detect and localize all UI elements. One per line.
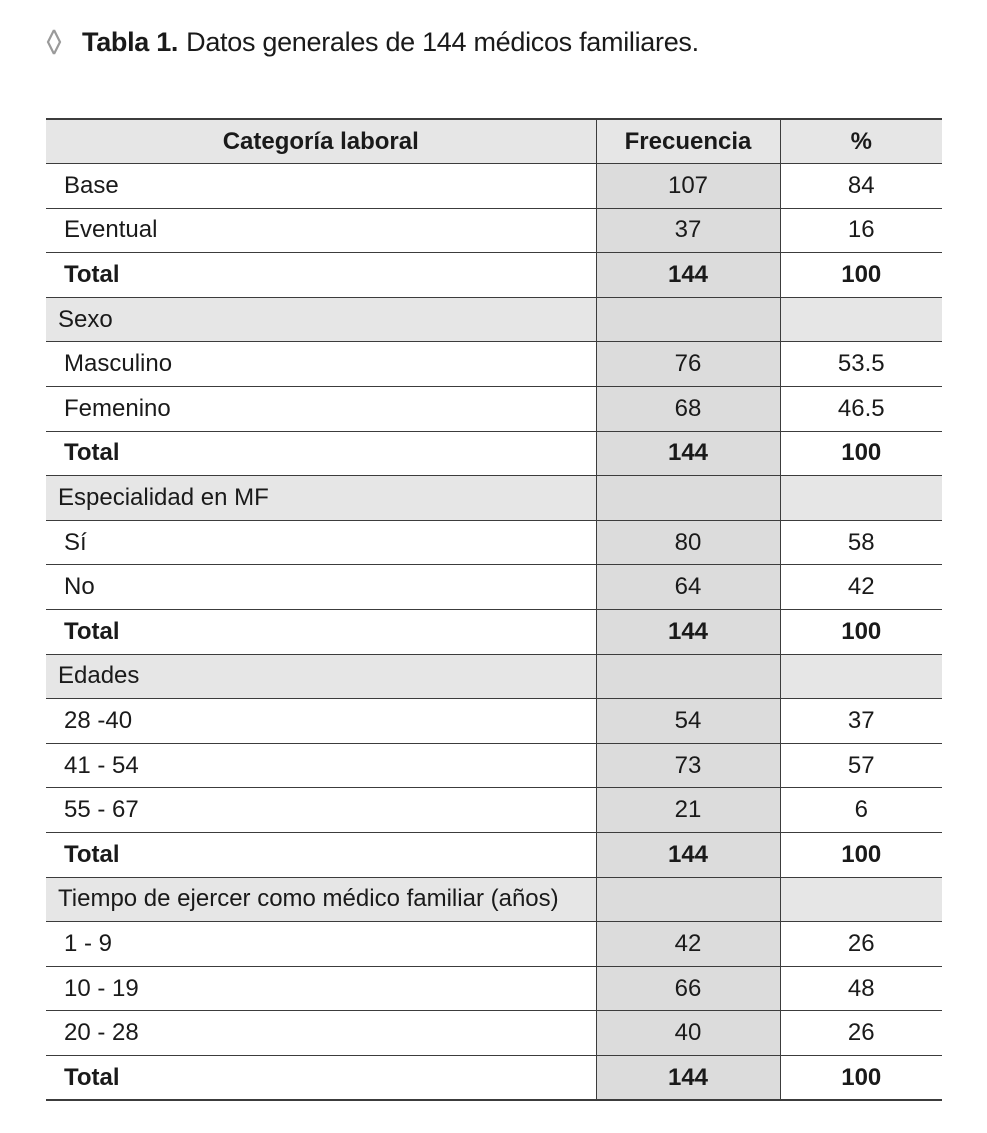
row-frequency: 107 <box>596 164 780 209</box>
row-label: Especialidad en MF <box>46 476 596 521</box>
row-percent: 58 <box>780 520 942 565</box>
row-label: 41 - 54 <box>46 743 596 788</box>
total-row <box>46 253 942 298</box>
row-frequency: 68 <box>596 387 780 432</box>
row-frequency: 144 <box>596 610 780 655</box>
row-percent <box>780 654 942 699</box>
row-label: Total <box>46 1055 596 1100</box>
header-category: Categoría laboral <box>46 119 596 164</box>
row-percent: 100 <box>780 431 942 476</box>
row-frequency: 73 <box>596 743 780 788</box>
row-frequency: 76 <box>596 342 780 387</box>
row-frequency <box>596 297 780 342</box>
row-label: Masculino <box>46 342 596 387</box>
table-row <box>46 1011 942 1056</box>
row-frequency: 54 <box>596 699 780 744</box>
row-frequency: 144 <box>596 431 780 476</box>
row-label: Tiempo de ejercer como médico familiar (años) <box>46 877 596 922</box>
total-row <box>46 833 942 878</box>
diamond-outline-icon <box>46 29 62 55</box>
table-caption <box>46 22 699 62</box>
row-label: Eventual <box>46 208 596 253</box>
row-label: No <box>46 565 596 610</box>
row-percent: 6 <box>780 788 942 833</box>
table-row <box>46 164 942 209</box>
row-percent: 16 <box>780 208 942 253</box>
row-label: Sexo <box>46 297 596 342</box>
row-label: 28 -40 <box>46 699 596 744</box>
total-row <box>46 431 942 476</box>
table-row <box>46 520 942 565</box>
table-caption-label: Tabla 1. <box>82 26 179 57</box>
row-frequency: 144 <box>596 253 780 298</box>
row-percent: 37 <box>780 699 942 744</box>
row-label: 1 - 9 <box>46 922 596 967</box>
row-percent: 48 <box>780 966 942 1011</box>
row-frequency: 37 <box>596 208 780 253</box>
row-frequency: 40 <box>596 1011 780 1056</box>
row-frequency <box>596 877 780 922</box>
row-frequency: 42 <box>596 922 780 967</box>
row-label: Sí <box>46 520 596 565</box>
section-row <box>46 297 942 342</box>
row-label: Femenino <box>46 387 596 432</box>
table-row <box>46 342 942 387</box>
row-percent: 26 <box>780 1011 942 1056</box>
total-row <box>46 610 942 655</box>
row-percent: 26 <box>780 922 942 967</box>
row-frequency: 144 <box>596 1055 780 1100</box>
table-row <box>46 565 942 610</box>
section-row <box>46 654 942 699</box>
row-frequency: 21 <box>596 788 780 833</box>
table-row <box>46 387 942 432</box>
row-frequency: 144 <box>596 833 780 878</box>
row-percent <box>780 877 942 922</box>
row-percent <box>780 297 942 342</box>
row-percent: 46.5 <box>780 387 942 432</box>
header-frequency: Frecuencia <box>596 119 780 164</box>
table-row <box>46 743 942 788</box>
row-percent: 84 <box>780 164 942 209</box>
row-label: Total <box>46 833 596 878</box>
row-frequency: 66 <box>596 966 780 1011</box>
section-row <box>46 476 942 521</box>
row-percent: 100 <box>780 610 942 655</box>
row-label: 10 - 19 <box>46 966 596 1011</box>
row-percent: 53.5 <box>780 342 942 387</box>
header-percent: % <box>780 119 942 164</box>
row-percent: 100 <box>780 253 942 298</box>
row-label: 20 - 28 <box>46 1011 596 1056</box>
row-label: Total <box>46 253 596 298</box>
table-caption-text: Datos generales de 144 médicos familiares. <box>186 26 699 57</box>
row-percent: 57 <box>780 743 942 788</box>
row-percent: 100 <box>780 833 942 878</box>
row-percent <box>780 476 942 521</box>
table-row <box>46 922 942 967</box>
table-row <box>46 788 942 833</box>
row-label: Total <box>46 431 596 476</box>
data-table <box>46 118 942 1101</box>
row-label: Edades <box>46 654 596 699</box>
total-row <box>46 1055 942 1100</box>
table-row <box>46 966 942 1011</box>
row-frequency <box>596 654 780 699</box>
row-frequency: 64 <box>596 565 780 610</box>
section-row <box>46 877 942 922</box>
row-frequency <box>596 476 780 521</box>
table-header-row <box>46 119 942 164</box>
row-frequency: 80 <box>596 520 780 565</box>
table-row <box>46 208 942 253</box>
row-percent: 42 <box>780 565 942 610</box>
table-row <box>46 699 942 744</box>
row-percent: 100 <box>780 1055 942 1100</box>
row-label: 55 - 67 <box>46 788 596 833</box>
row-label: Total <box>46 610 596 655</box>
row-label: Base <box>46 164 596 209</box>
